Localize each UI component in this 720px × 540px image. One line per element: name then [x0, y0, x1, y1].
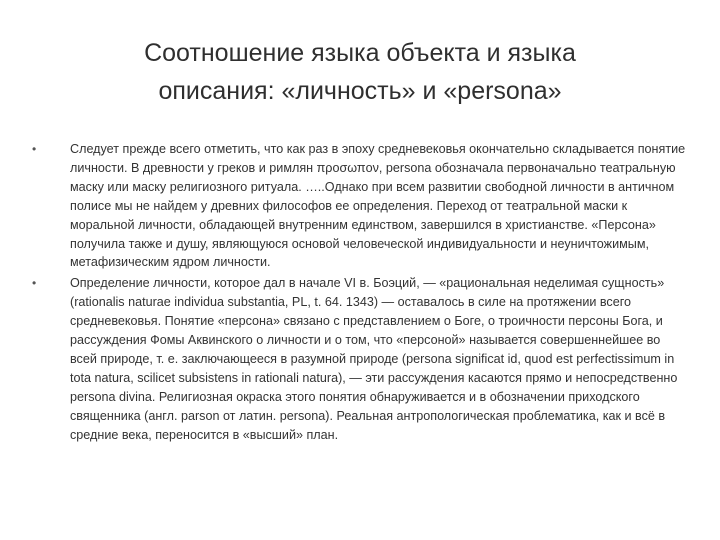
bullet-point-icon: •	[32, 142, 37, 156]
bullet-point-icon: •	[32, 276, 37, 291]
slide-title	[60, 34, 660, 110]
title-line-2: описания: «личность» и «persona»	[158, 77, 562, 105]
bullet-text: Определение личности, которое дал в начале VI в. Боэций, — «рациональная неделимая сущность» (rationalis naturae individua substantia, PL, t. 64. 1343) — оставалось в силе на протяжении всего средневековья. Понятие «персона» связано с представлением о Боге, о троичности персоны Бога, и рассуждения Фомы Аквинского о личности и о том, что «персоной» называется совершеннейшее во всей природе, т. е. заключающееся в разумной природе (persona significat id, quod est perfectissimum in tota natura, scilicet subsistens in rationali natura), — эти рассуждения касаются прямо и непосредственно persona divina. Религиозная окраска этого понятия обнаруживается и в обозначении приходского священника (англ. parson от латин. persona). Реальная антропологическая проблематика, как и всё в средние века, переносится в «высший» план.	[70, 276, 678, 442]
bullet-text: Следует прежде всего отметить, что как раз в эпоху средневековья окончательно складывается понятие личности. В древности у греков и римлян πρоσωπоν, persona обозначала первоначально театральную маску или маску религиозного ритуала. …..Однако при всем развитии свободной личности в античном полисе мы не найдем у древних философов ее определения. Переход от театральной маски к моральной личности, обладающей внутренним единством, завершился в христианстве. «Персона» получила также и душу, являющуюся основой человеческой индивидуальности и неуничтожимым, метафизическим ядром личности.	[70, 142, 686, 270]
bullet-item	[30, 274, 690, 444]
bullet-list	[30, 140, 690, 447]
bullet-item	[30, 140, 690, 272]
title-line-1: Соотношение языка объекта и языка	[144, 39, 576, 67]
